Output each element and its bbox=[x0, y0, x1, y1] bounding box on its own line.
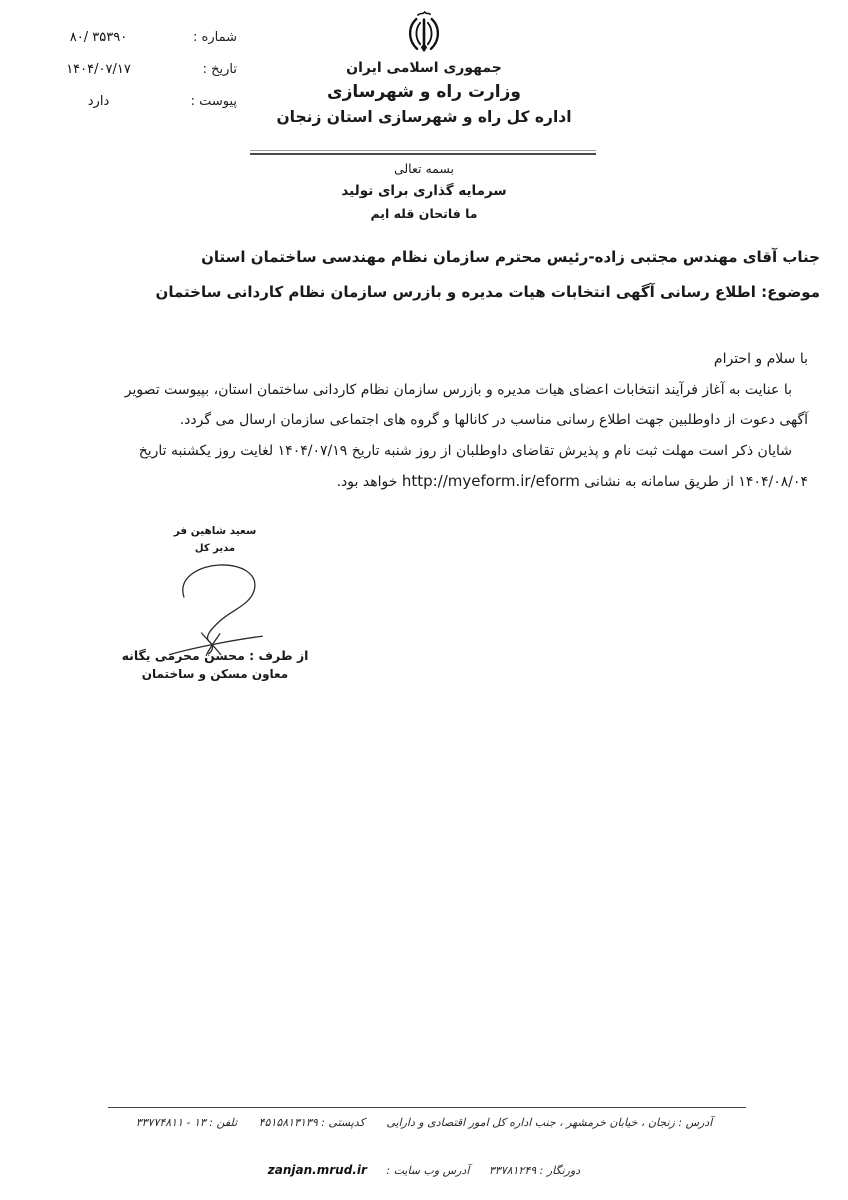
attachment-label: پیوست : bbox=[190, 94, 237, 109]
footer-divider bbox=[108, 1107, 746, 1108]
footer-contact-line bbox=[60, 1163, 788, 1177]
signer-title: مدیر کل bbox=[194, 543, 236, 554]
registration-url: http://myeform.ir/eform bbox=[401, 472, 580, 490]
addressee-line: جناب آقای مهندس مجتبی زاده-رئیس محترم سازمان نظام مهندسی ساختمان استان bbox=[201, 248, 820, 266]
date-label: تاریخ : bbox=[202, 62, 237, 77]
slogan-block bbox=[0, 161, 848, 221]
iran-emblem-icon bbox=[401, 8, 447, 56]
salutation-line: با سلام و احترام bbox=[713, 351, 808, 367]
subject-line: موضوع: اطلاع رسانی آگهی انتخابات هیات مدیره و بازرس سازمان نظام کاردانی ساختمان bbox=[155, 283, 820, 301]
deputy-title-line: معاون مسکن و ساختمان bbox=[141, 667, 289, 681]
footer-address-line bbox=[60, 1116, 788, 1129]
attachment-value: دارد bbox=[87, 94, 110, 109]
letterhead-country: جمهوری اسلامی ایران bbox=[346, 60, 502, 76]
body-line-4 bbox=[36, 466, 808, 498]
footer-fax: دورنگار : ۳۳۷۸۱۲۴۹ bbox=[488, 1164, 581, 1177]
addressee-subject-block bbox=[30, 246, 820, 303]
letterhead-department: اداره کل راه و شهرسازی استان زنجان bbox=[276, 108, 572, 126]
body-line-2: آگهی دعوت از داوطلبین جهت اطلاع رسانی مناسب در کانالها و گروه های اجتماعی سازمان ارسال می گردد. bbox=[179, 412, 808, 428]
number-value: ۸۰/ ۳۵۳۹۰ bbox=[69, 30, 128, 45]
slogan-peak: ما فاتحان قله ایم bbox=[370, 206, 478, 221]
on-behalf-line: از طرف : محسن محرمی یگانه bbox=[121, 648, 309, 663]
body-line-1: با عنایت به آغاز فرآیند انتخابات اعضای هیات مدیره و بازرس سازمان نظام کاردانی ساختمان استان، بپیوست تصویر bbox=[124, 381, 792, 398]
letterhead-ministry: وزارت راه و شهرسازی bbox=[326, 82, 521, 102]
body-line-4-prefix: ۱۴۰۴/۰۸/۰۴ از طریق سامانه به نشانی bbox=[584, 474, 808, 490]
date-value: ۱۴۰۴/۰۷/۱۷ bbox=[66, 62, 131, 77]
footer-postal-code: کدپستی : ۴۵۱۵۸۱۳۱۳۹ bbox=[258, 1116, 365, 1129]
body-line-4-suffix: خواهد بود. bbox=[336, 474, 398, 490]
footer-phone: تلفن : ۱۳ - ۳۳۷۷۴۸۱۱ bbox=[135, 1116, 238, 1129]
signer-name: سعید شاهین فر bbox=[173, 525, 257, 537]
letterhead bbox=[0, 8, 848, 126]
number-label: شماره : bbox=[193, 30, 237, 45]
footer-website-url: zanjan.mrud.ir bbox=[267, 1163, 367, 1177]
body-line-3: شایان ذکر است مهلت ثبت نام و پذیرش تقاضای داوطلبان از روز شنبه تاریخ ۱۴۰۴/۰۷/۱۹ لغایت روز یکشنبه تاریخ bbox=[138, 442, 792, 459]
handwritten-signature-icon bbox=[148, 557, 283, 657]
basmala-text: بسمه تعالی bbox=[393, 161, 455, 176]
footer-website-label: آدرس وب سایت : bbox=[386, 1164, 470, 1177]
slogan-production: سرمایه گذاری برای تولید bbox=[341, 183, 507, 199]
footer-address: آدرس : زنجان ، خیابان خرمشهر ، جنب اداره کل امور اقتصادی و دارایی bbox=[386, 1116, 713, 1129]
signature-block bbox=[115, 524, 315, 683]
letterhead-divider bbox=[250, 150, 596, 155]
letter-body bbox=[36, 344, 808, 498]
